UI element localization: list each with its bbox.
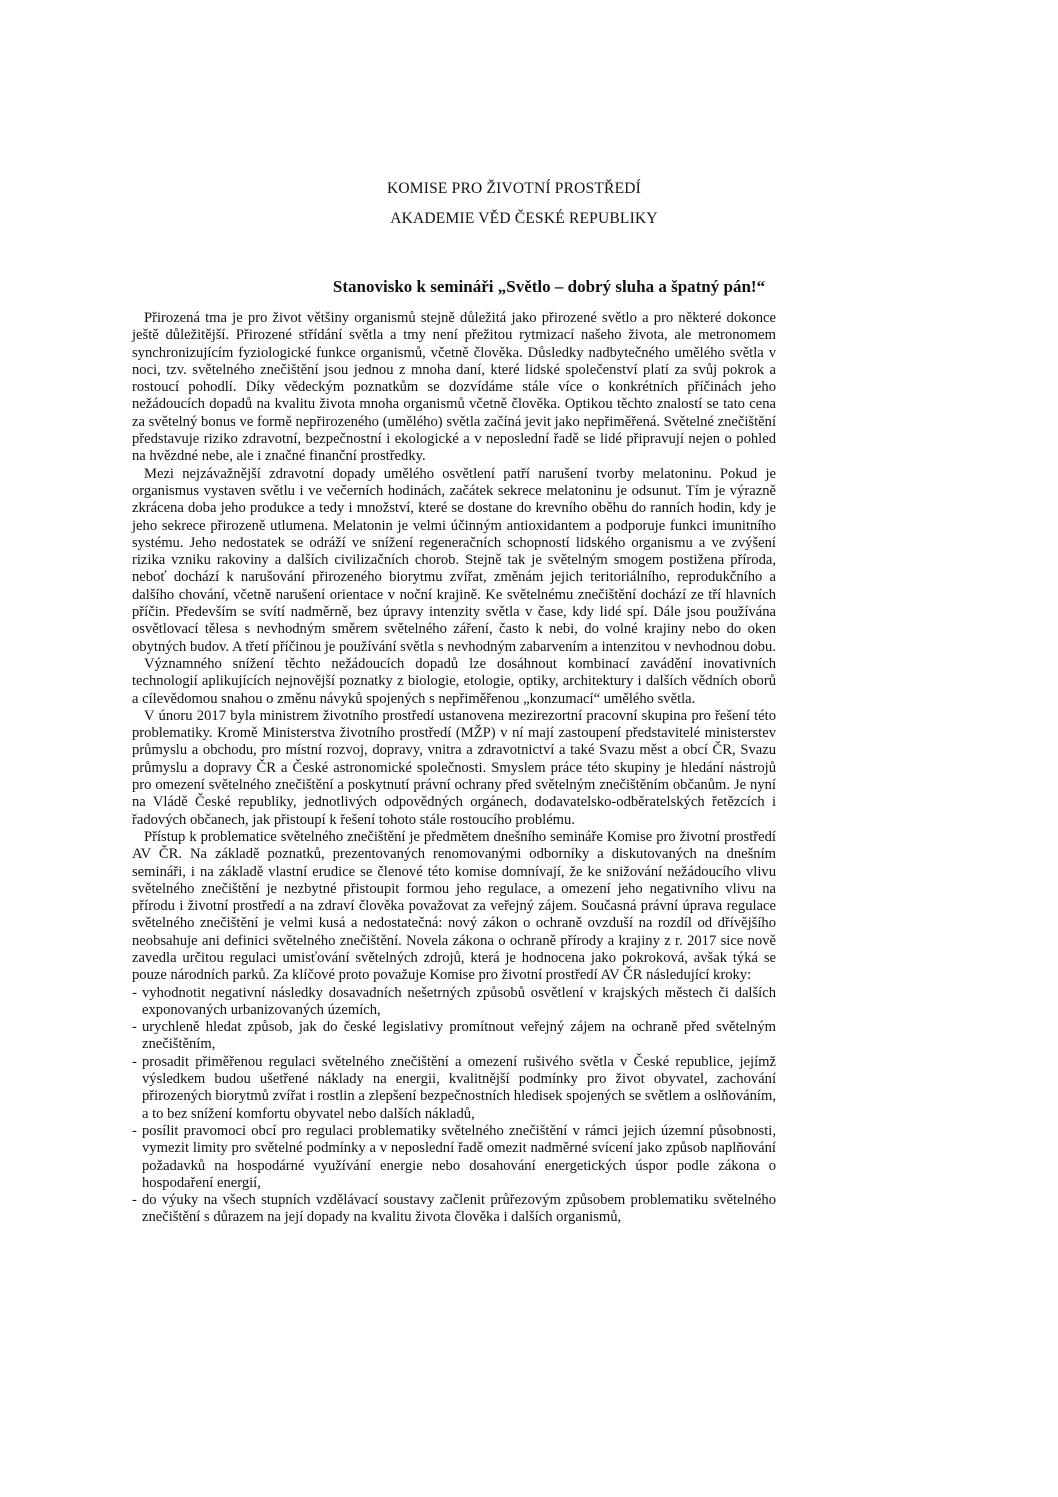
list-item-text: urychleně hledat způsob, jak do české legislativy promítnout veřejný zájem na ochraně před světelným znečištěním, (142, 1019, 776, 1053)
org-name-line2: AKADEMIE VĚD ČESKÉ REPUBLIKY (390, 210, 658, 227)
paragraph-3: Významného snížení těchto nežádoucích dopadů lze dosáhnout kombinací zavádění inovativních technologií aplikujících nejnovější poznatky z biologie, etologie, optiky, architektury i dalších vědních oborů a cílevědomou snahou o změnu návyků spojených s nepřiměřenou „konzumací“ umělého světla. (132, 655, 776, 707)
paragraph-1: Přirozená tma je pro život většiny organismů stejně důležitá jako přirozené světlo a pro některé dokonce ještě důležitější. Přirozené střídání světla a tmy není přežitou rytmizací našeho života, ale metronomem synchronizujícím fyziologické funkce organismů, včetně člověka. Důsledky nadbytečného umělého světla v noci, tzv. světelného znečištění jsou jednou z mnoha daní, které lidské společenství platí za svůj pokrok a rostoucí pohodlí. Díky vědeckým poznatkům se dozvídáme stále více o konkrétních příčinách jeho nežádoucích dopadů na kvalitu života mnoha organismů včetně člověka. Optikou těchto znalostí se tato cena za světelný bonus ve formě nepřirozeného (umělého) světla začíná jevit jako nepřiměřená. Světelné znečištění představuje riziko zdravotní, bezpečnostní i ekologické a v neposlední řadě se lidé připravují nejen o pohled na hvězdné nebe, ale i značné finanční prostředky. (132, 310, 776, 465)
bullet-marker: - (132, 1192, 137, 1209)
list-item (132, 1123, 776, 1192)
document-body (132, 310, 776, 1227)
bullet-marker: - (132, 1053, 137, 1070)
list-item (132, 985, 776, 1020)
list-item-text: vyhodnotit negativní následky dosavadních nešetrných způsobů osvětlení v krajských městech či dalších exponovaných urbanizovaných územích, (142, 984, 776, 1018)
org-name-line1: KOMISE PRO ŽIVOTNÍ PROSTŘEDÍ (386, 180, 642, 197)
list-item-text: posílit pravomoci obcí pro regulaci problematiky světelného znečištění v rámci jejich územní působnosti, vymezit limity pro světelné podmínky a v neposlední řadě omezit nadměrné svícení jako způsob naplňování požadavků na hospodárné využívání energie nebo dosahování energetických úspor podle zákona o hospodaření energií, (142, 1122, 776, 1191)
list-item (132, 1019, 776, 1054)
paragraph-5: Přístup k problematice světelného znečištění je předmětem dnešního semináře Komise pro životní prostředí AV ČR. Na základě poznatků, prezentovaných renomovanými odborníky a diskutovaných na dnešním semináři, i na základě vlastní erudice se členové této komise domnívají, že ke snižování nežádoucího vlivu světelného znečištění je nezbytné přistoupit formou jeho regulace, a omezení jeho negativního vlivu na přírodu i životní prostředí a na zdraví člověka považovat za veřejný zájem. Současná právní úprava regulace světelného znečištění je velmi kusá a nedostatečná: nový zákon o ochraně ovzduší na rozdíl od dřívějšího neobsahuje ani definici světelného znečištění. Novela zákona o ochraně přírody a krajiny z r. 2017 sice nově zavedla určitou regulaci umisťování světelných zdrojů, která je hodnocena jako pokroková, avšak týká se pouze národních parků. Za klíčové proto považuje Komise pro životní prostředí AV ČR následující kroky: (132, 828, 776, 984)
bullet-marker: - (132, 984, 137, 1001)
list-item-text: do výuky na všech stupních vzdělávací soustavy začlenit průřezovým způsobem problematiku světelného znečištění s důrazem na její dopady na kvalitu života člověka i dalších organismů, (142, 1192, 776, 1226)
document-title: Stanovisko k semináři „Světlo – dobrý sluha a špatný pán!“ (332, 277, 766, 296)
bullet-marker: - (132, 1019, 137, 1036)
list-item-text: prosadit přiměřenou regulaci světelného znečištění a omezení rušivého světla v České republice, jejímž výsledkem budou ušetřené náklady na energii, kvalitnější podmínky pro život obyvatel, zachování přirozených biorytmů zvířat i rostlin a zlepšení bezpečnostních hledisek spojených se světlem a oslňováním, a to bez snížení komfortu obyvatel nebo dalších nákladů, (142, 1053, 776, 1122)
list-item (132, 1054, 776, 1123)
recommendation-list (132, 985, 776, 1227)
list-item (132, 1192, 776, 1227)
bullet-marker: - (132, 1122, 137, 1139)
paragraph-2: Mezi nejzávažnější zdravotní dopady umělého osvětlení patří narušení tvorby melatoninu. Pokud je organismus vystaven světlu i ve večerních hodinách, začátek sekrece melatoninu je odsunut. Tím je výrazně zkrácena doba jeho produkce a tedy i množství, které se dostane do krevního oběhu do ranních hodin, kdy je jeho sekrece přirozeně utlumena. Melatonin je velmi účinným antioxidantem a podporuje funkci imunitního systému. Jeho nedostatek se odráží ve snížení regeneračních schopností lidského organismu a ve zvýšení rizika vzniku rakoviny a dalších civilizačních chorob. Stejně tak je světelným smogem postižena příroda, neboť dochází k narušování přirozeného biorytmu zvířat, změnám jejich teritoriálního, reprodukčního a dalšího chování, včetně narušení orientace v noční krajině. Ke světelnému znečištění dochází ze tří hlavních příčin. Především se svítí nadměrně, bez úpravy intenzity světla v čase, kdy lidé spí. Dále jsou používána osvětlovací tělesa s nevhodným směrem světelného záření, často k nebi, do volné krajiny nebo do oken obytných budov. A třetí příčinou je používání světla s nevhodným zabarvením a intenzitou v nevhodnou dobu. (132, 465, 776, 655)
paragraph-4: V únoru 2017 byla ministrem životního prostředí ustanovena mezirezortní pracovní skupina pro řešení této problematiky. Kromě Ministerstva životního prostředí (MŽP) v ní mají zastoupení představitelé ministerstev průmyslu a obchodu, pro místní rozvoj, dopravy, vnitra a zdravotnictví a také Svazu měst a obcí ČR, Svazu průmyslu a dopravy ČR a České astronomické společnosti. Smyslem práce této skupiny je hledání nástrojů pro omezení světelného znečištění a poskytnutí právní ochrany před světelným znečištěním občanům. Je nyní na Vládě České republiky, jednotlivých odpovědných orgánech, dodavatelsko-odběratelských řetězcích i řadových občanech, jak přistoupí k řešení tohoto stále rostoucího problému. (132, 707, 776, 828)
